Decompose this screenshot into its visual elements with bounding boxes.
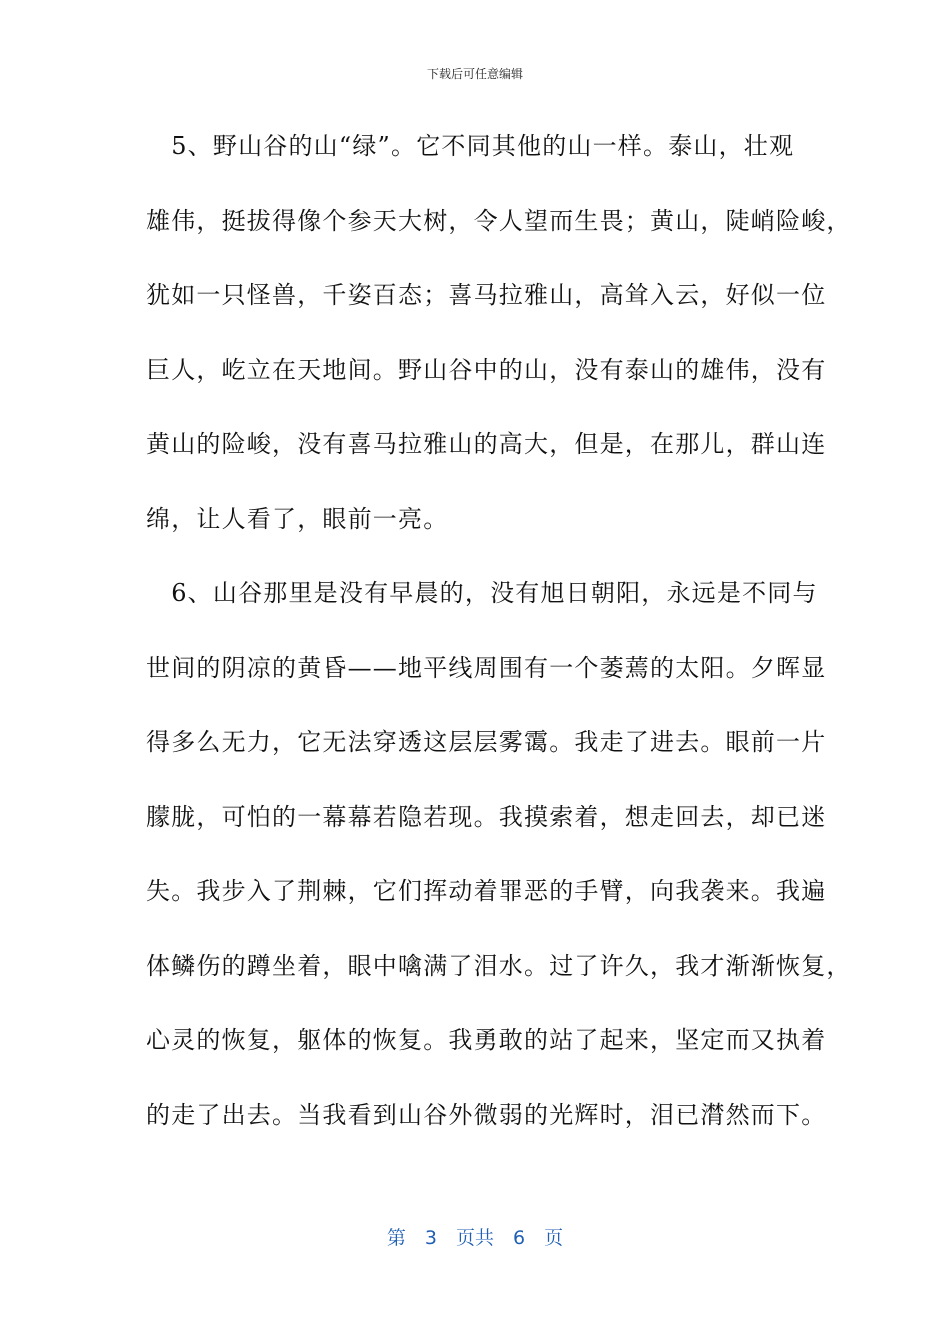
text-line: 心灵的恢复，躯体的恢复。我勇敢的站了起来，坚定而又执着	[146, 1026, 827, 1054]
page-number-footer: 第 3 页共 6 页	[386, 1227, 564, 1249]
text-line: 6、山谷那里是没有早晨的，没有旭日朝阳，永远是不同与	[146, 579, 818, 607]
text-line: 5、野山谷的山“绿”。它不同其他的山一样。泰山，壮观	[146, 132, 795, 160]
text-line: 的走了出去。当我看到山谷外微弱的光辉时，泪已潸然而下。	[146, 1100, 827, 1129]
text-line: 失。我步入了荆棘，它们挥动着罪恶的手臂，向我袭来。我遍	[146, 877, 827, 905]
text-line: 雄伟，挺拔得像个参天大树，令人望而生畏；黄山，陡峭险峻，	[146, 206, 852, 235]
text-line: 犹如一只怪兽，千姿百态；喜马拉雅山，高耸入云，好似一位	[146, 281, 827, 309]
text-line: 黄山的险峻，没有喜马拉雅山的高大，但是，在那儿，群山连	[146, 430, 827, 458]
text-line: 巨人，屹立在天地间。野山谷中的山，没有泰山的雄伟，没有	[146, 355, 827, 384]
document-body	[146, 126, 852, 1169]
text-line: 体鳞伤的蹲坐着，眼中噙满了泪水。过了许久，我才渐渐恢复，	[146, 951, 852, 980]
page-header: 下载后可任意编辑	[426, 67, 523, 81]
text-line: 朦胧，可怕的一幕幕若隐若现。我摸索着，想走回去，却已迷	[146, 802, 827, 831]
text-line: 世间的阴凉的黄昏——地平线周围有一个萎蔫的太阳。夕晖显	[146, 653, 827, 682]
text-line: 绵，让人看了，眼前一亮。	[146, 504, 449, 533]
text-line: 得多么无力，它无法穿透这层层雾霭。我走了进去。眼前一片	[146, 728, 827, 756]
